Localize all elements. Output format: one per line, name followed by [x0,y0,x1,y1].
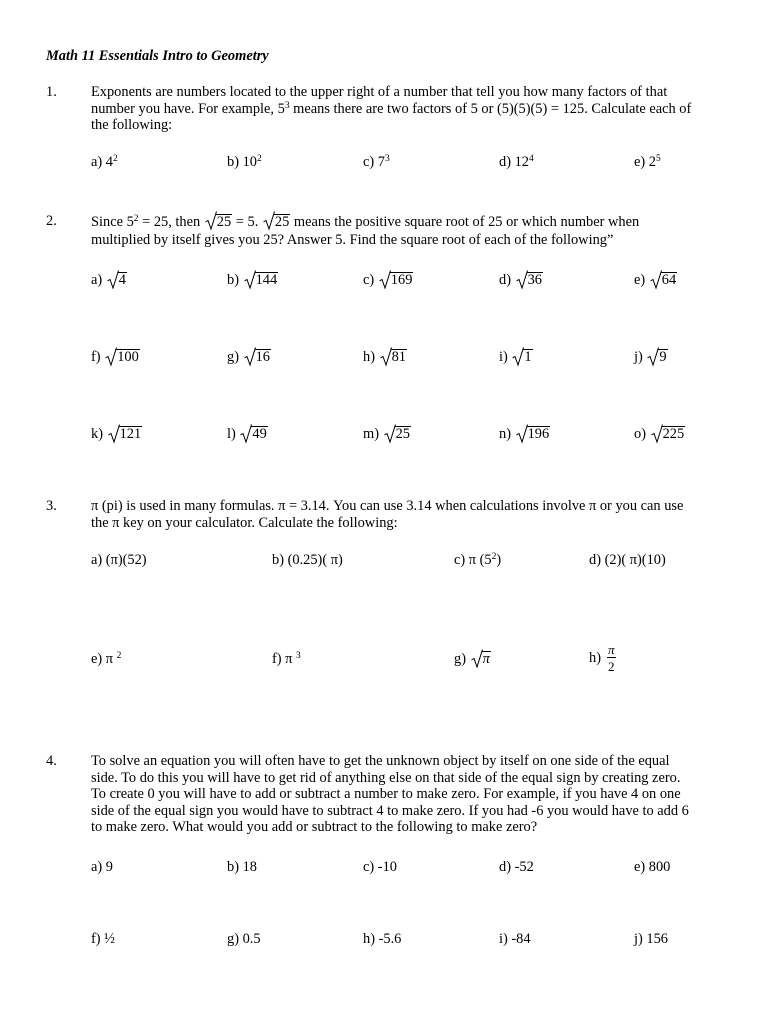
q2-item-d: d) 36 [499,272,542,288]
q2-item-b: b) 144 [227,272,278,288]
q3-item-a: a) (π)(52) [91,552,147,568]
question-4-line-4: side of the equal sign you would have to subtract 4 to make zero. If you had -6 you would have to add 6 [91,802,689,819]
question-4-line-5: to make zero. What would you add or subtract to the following to make zero? [91,819,538,835]
question-2-line-2: multiplied by itself gives you 25? Answer 5. Find the square root of each of the following” [91,232,614,248]
q2-item-o: o) 225 [634,426,685,442]
q3-item-f: f) π $^3$ [272,651,301,667]
question-4-number: 4. [46,753,57,769]
q2-item-h: h) 81 [363,349,406,365]
question-3-line-1: π (pi) is used in many formulas. π = 3.14. You can use 3.14 when calculations involve π or you can use [91,498,684,514]
q2-item-i: i) 1 [499,349,532,365]
q3-item-c: c) π $(5^2)$ [454,552,502,568]
worksheet-title: Math 11 Essentials Intro to Geometry [46,48,269,64]
q1-item-b: b) $10^2$ [227,154,262,170]
q3-item-e: e) π $^2$ [91,651,122,667]
q4-item-b: b) 18 [227,859,257,875]
question-1-line-3: the following: [91,117,173,133]
question-3-text [91,498,731,531]
q4-item-i: i) -84 [499,931,531,947]
question-2-line-1: Since $5^2 = 25$, then 25 = 5. 25 means the positive square root of 25 or which number when [91,213,731,231]
q1-item-c: c) $7^3$ [363,154,390,170]
pi-over-2-fraction: $\frac{\pi}{2}$ [608,642,615,674]
q2-item-j: j) 9 [634,349,667,365]
question-4-text [91,753,731,836]
question-3-number: 3. [46,498,57,514]
q2-item-k: k) 121 [91,426,142,442]
q4-item-c: c) -10 [363,859,397,875]
q2-item-l: l) 49 [227,426,267,442]
q3-item-b: b) (0.25)( π) [272,552,343,568]
q2-item-e: e) 64 [634,272,677,288]
q2-item-a: a) 4 [91,272,126,288]
q2-item-m: m) 25 [363,426,410,442]
question-1-number: 1. [46,84,57,100]
q3-item-g: g) π [454,651,490,667]
q2-item-f: f) 100 [91,349,139,365]
q1-item-e: e) $2^5$ [634,154,661,170]
q2-item-c: c) 169 [363,272,413,288]
question-3-line-2: the π key on your calculator. Calculate the following: [91,514,398,531]
q4-item-a: a) 9 [91,859,113,875]
question-2-text [91,213,731,249]
q4-item-j: j) 156 [634,931,668,947]
q3-item-d: d) (2)( π)(10) [589,552,666,568]
q4-item-g: g) 0.5 [227,931,261,947]
q1-item-a: a) $4^2$ [91,154,118,170]
q4-item-f: f) ½ [91,931,115,947]
q4-item-e: e) 800 [634,859,671,875]
question-4-line-2: side. To do this you will have to get rid of anything else on that side of the equal sign by creating zero. [91,769,681,786]
question-4-line-3: To create 0 you will have to add or subtract a number to make zero. For example, if you have 4 on one [91,786,681,802]
q4-item-h: h) -5.6 [363,931,402,947]
question-1-text [91,84,731,134]
q4-item-d: d) -52 [499,859,534,875]
question-4-line-1: To solve an equation you will often have to get the unknown object by itself on one side of the equal [91,753,670,769]
q3-item-h: h) $\frac{\pi}{2}$ [589,642,615,674]
q1-item-d: d) $12^4$ [499,154,534,170]
q2-item-n: n) 196 [499,426,550,442]
q2-item-g: g) 16 [227,349,270,365]
question-1-line-1: Exponents are numbers located to the upper right of a number that tell you how many factors of that [91,84,668,100]
question-1-line-2: number you have. For example, $5^3$ means there are two factors of 5 or (5)(5)(5) = 125. Calculate each of [91,100,692,117]
question-2-number: 2. [46,213,57,229]
